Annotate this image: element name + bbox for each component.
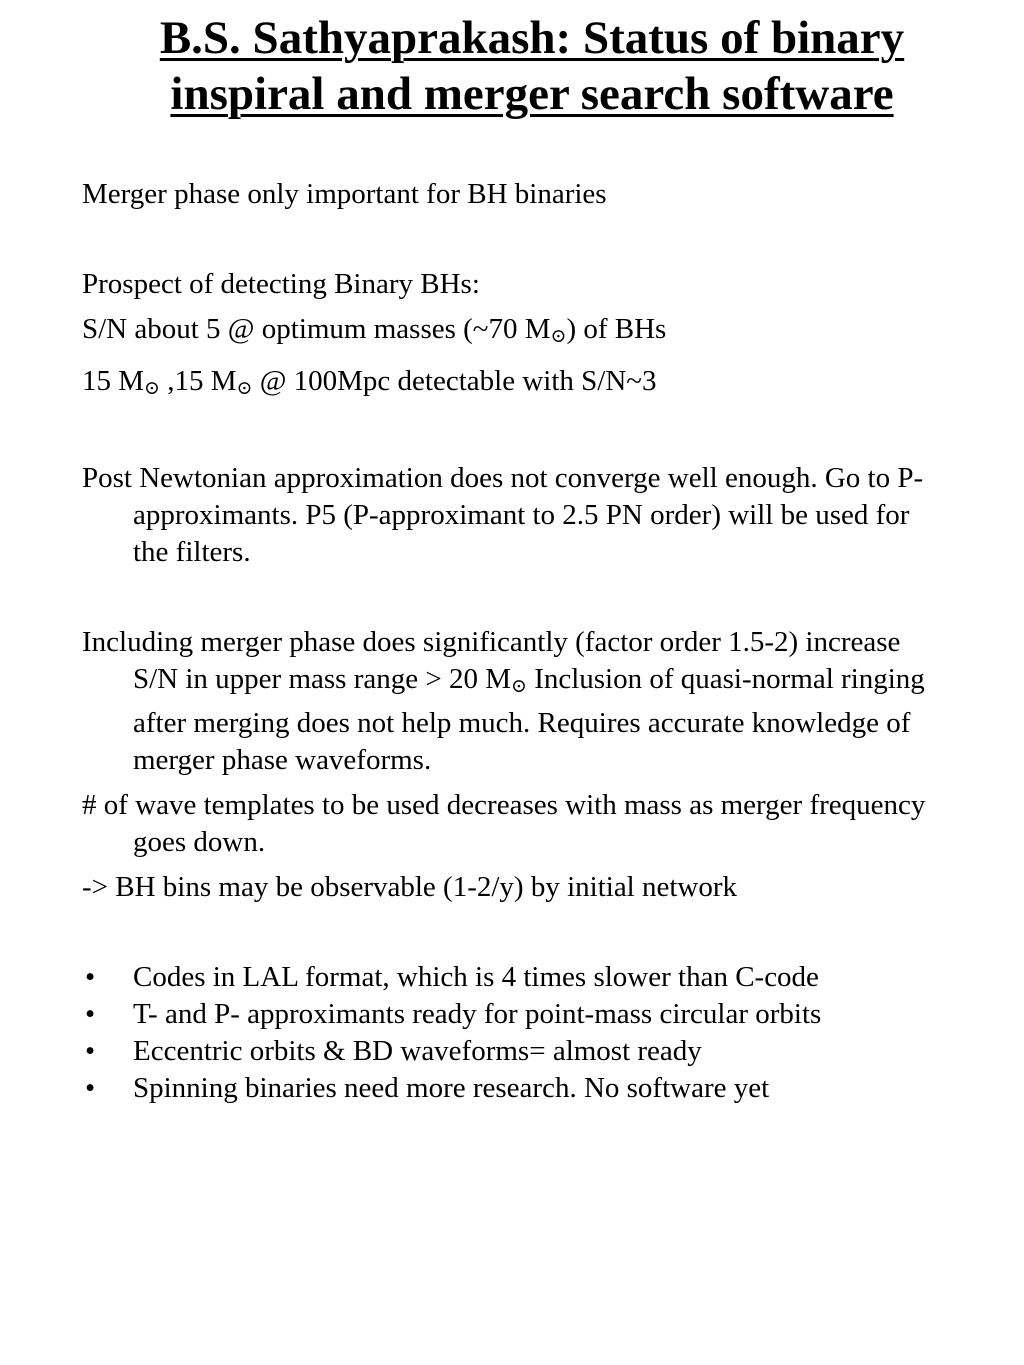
bullet-text: Eccentric orbits & BD waveforms= almost ready [133,1035,702,1067]
solar-mass-symbol: ⊙ [511,676,527,697]
list-item [82,959,932,996]
bullet-list [82,959,932,1107]
title-line-1: B.S. Sathyaprakash: Status of binary [159,12,905,64]
list-item [82,996,932,1033]
paragraph-wave-templates: # of wave templates to be used decreases with mass as merger frequency goes down. [82,789,926,858]
text-run: @ 100Mpc detectable with S/N~3 [252,365,657,397]
page-title [60,10,1004,122]
text-run: 15 M [82,365,145,397]
list-item [82,1033,932,1070]
paragraph-merger-phase: Merger phase only important for BH binaries [82,178,607,210]
text-run: Inclusion of quasi-normal ringing after merging does not help much. Requires accurate knowledge of merger phase waveforms. [133,663,925,776]
paragraph-sn-optimum [82,311,932,355]
bullet-icon: • [85,1072,96,1104]
bullet-text: Spinning binaries need more research. No software yet [133,1072,770,1104]
slide-body [82,176,932,1107]
paragraph-15-15-detectable [82,363,932,407]
text-run: S/N about 5 @ optimum masses (~70 M [82,313,551,345]
solar-mass-symbol: ⊙ [550,326,567,347]
paragraph-prospect-heading: Prospect of detecting Binary BHs: [82,268,480,300]
bullet-text: Codes in LAL format, which is 4 times slower than C-code [133,961,819,993]
paragraph-post-newtonian: Post Newtonian approximation does not converge well enough. Go to P-approximants. P5 (P-approximant to 2.5 PN order) will be used for the filters. [82,462,924,568]
bullet-icon: • [85,1035,96,1067]
text-run: ) of BHs [566,313,667,345]
list-item [82,1070,932,1107]
paragraph-bh-bins: -> BH bins may be observable (1-2/y) by initial network [82,871,738,903]
solar-mass-symbol: ⊙ [144,378,160,399]
bullet-text: T- and P- approximants ready for point-mass circular orbits [133,998,822,1030]
bullet-icon: • [85,998,96,1030]
paragraph-including-merger [82,624,932,779]
bullet-icon: • [85,961,96,993]
text-run: Including merger phase does significantly (factor order 1.5-2) increase S/N in upper mass range > 20 M [82,626,901,695]
text-run: ,15 M [159,365,237,397]
solar-mass-symbol: ⊙ [236,378,253,399]
title-line-2: inspiral and merger search software [170,68,894,120]
